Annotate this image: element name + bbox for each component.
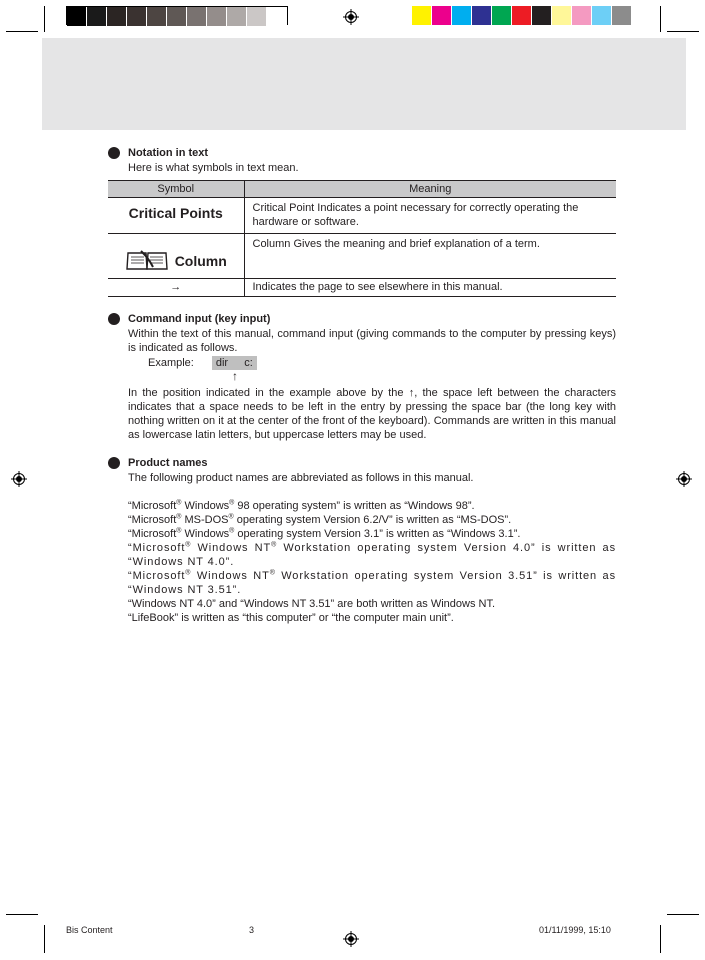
registration-target-icon (676, 471, 692, 487)
gray-swatch (207, 7, 227, 26)
space-indicator-arrow: ↑ (232, 369, 238, 383)
symbol-cell (108, 234, 244, 279)
gray-swatch (267, 7, 287, 26)
crop-mark (6, 914, 38, 915)
gray-swatch (227, 7, 247, 26)
color-swatch (472, 6, 492, 25)
gray-swatch (107, 7, 127, 26)
example-row (108, 356, 616, 370)
product-name-line: “Microsoft® Windows NT® Workstation operating system Version 4.0” is written as “Windows NT 4.0”. (128, 541, 616, 568)
heading-text: Notation in text (128, 147, 209, 159)
table-row (108, 279, 616, 297)
command-input-explanation: In the position indicated in the example above by the ↑, the space left between the characters indicates that a space needs to be left in the entry by pressing the space bar (the long key with nothing written on it at the center of the front of the keyboard). Commands are written in this manual as lowercase latin letters, but uppercase letters may be used. (128, 387, 616, 441)
gray-swatch (127, 7, 147, 26)
crop-mark (44, 6, 45, 32)
color-swatch (612, 6, 632, 25)
product-name-line: “Microsoft® MS-DOS® operating system Version 6.2/V” is written as “MS-DOS”. (128, 513, 512, 526)
table-row (108, 234, 616, 279)
product-name-line: “LifeBook” is written as “this computer” or “the computer main unit”. (128, 612, 454, 624)
crop-mark (6, 31, 38, 32)
header-band (42, 38, 686, 130)
product-names-list (108, 499, 616, 625)
bullet-icon (108, 313, 120, 325)
crop-mark (44, 925, 45, 953)
section-heading-product-names (108, 456, 616, 471)
footer-timestamp: 01/11/1999, 15:10 (539, 925, 611, 935)
page-content (108, 146, 616, 625)
color-swatch (532, 6, 552, 25)
crop-mark (667, 914, 699, 915)
product-name-line: “Windows NT 4.0” and “Windows NT 3.51” are both written as Windows NT. (128, 598, 496, 610)
crop-mark (660, 6, 661, 32)
section-heading-command-input (108, 312, 616, 327)
gray-swatch (247, 7, 267, 26)
grayscale-calibration-strip (66, 6, 288, 25)
color-swatch (432, 6, 452, 25)
gray-swatch (147, 7, 167, 26)
command-input-para: Within the text of this manual, command input (giving commands to the computer by pressing keys) is indicated as follows. (128, 328, 616, 354)
color-swatch (552, 6, 572, 25)
crop-mark (660, 925, 661, 953)
gray-swatch (187, 7, 207, 26)
notation-intro: Here is what symbols in text mean. (128, 162, 299, 174)
color-calibration-strip (412, 6, 632, 25)
crop-mark (667, 31, 699, 32)
symbol-table (108, 180, 616, 297)
color-swatch (512, 6, 532, 25)
bullet-icon (108, 457, 120, 469)
registration-target-icon (343, 931, 359, 947)
symbol-cell: → (108, 279, 244, 297)
table-header-symbol: Symbol (108, 181, 244, 198)
gray-swatch (87, 7, 107, 26)
bullet-icon (108, 147, 120, 159)
color-swatch (592, 6, 612, 25)
product-name-line: “Microsoft® Windows® operating system Version 3.1” is written as “Windows 3.1”. (128, 527, 521, 540)
heading-text: Product names (128, 457, 208, 469)
table-header-meaning: Meaning (244, 181, 616, 198)
heading-text: Command input (key input) (128, 313, 271, 325)
color-swatch (452, 6, 472, 25)
example-arg-text: c: (244, 357, 253, 369)
meaning-cell: Column Gives the meaning and brief explanation of a term. (244, 234, 616, 279)
product-name-line: “Microsoft® Windows® 98 operating system” is written as “Windows 98”. (128, 499, 475, 512)
example-label: Example: (148, 357, 194, 369)
product-name-line: “Microsoft® Windows NT® Workstation operating system Version 3.51” is written as “Windows NT 3.51”. (128, 569, 616, 596)
critical-points-label: Critical Points (128, 205, 223, 221)
example-cmd-text: dir (215, 357, 229, 369)
example-command (212, 356, 257, 370)
product-names-intro: The following product names are abbreviated as follows in this manual. (128, 472, 474, 484)
meaning-cell: Critical Point Indicates a point necessary for correctly operating the hardware or software. (244, 198, 616, 234)
section-heading-notation (108, 146, 616, 161)
color-swatch (412, 6, 432, 25)
symbol-cell (108, 198, 244, 234)
column-label: Column (174, 253, 227, 269)
color-swatch (492, 6, 512, 25)
table-row (108, 198, 616, 234)
registration-target-icon (11, 471, 27, 487)
footer-left: Bis Content (66, 925, 113, 935)
open-book-icon (125, 249, 169, 273)
gray-swatch (167, 7, 187, 26)
gray-swatch (67, 7, 87, 26)
color-swatch (572, 6, 592, 25)
meaning-cell: Indicates the page to see elsewhere in this manual. (244, 279, 616, 297)
footer-page-number: 3 (249, 925, 255, 935)
registration-target-icon (343, 9, 359, 25)
